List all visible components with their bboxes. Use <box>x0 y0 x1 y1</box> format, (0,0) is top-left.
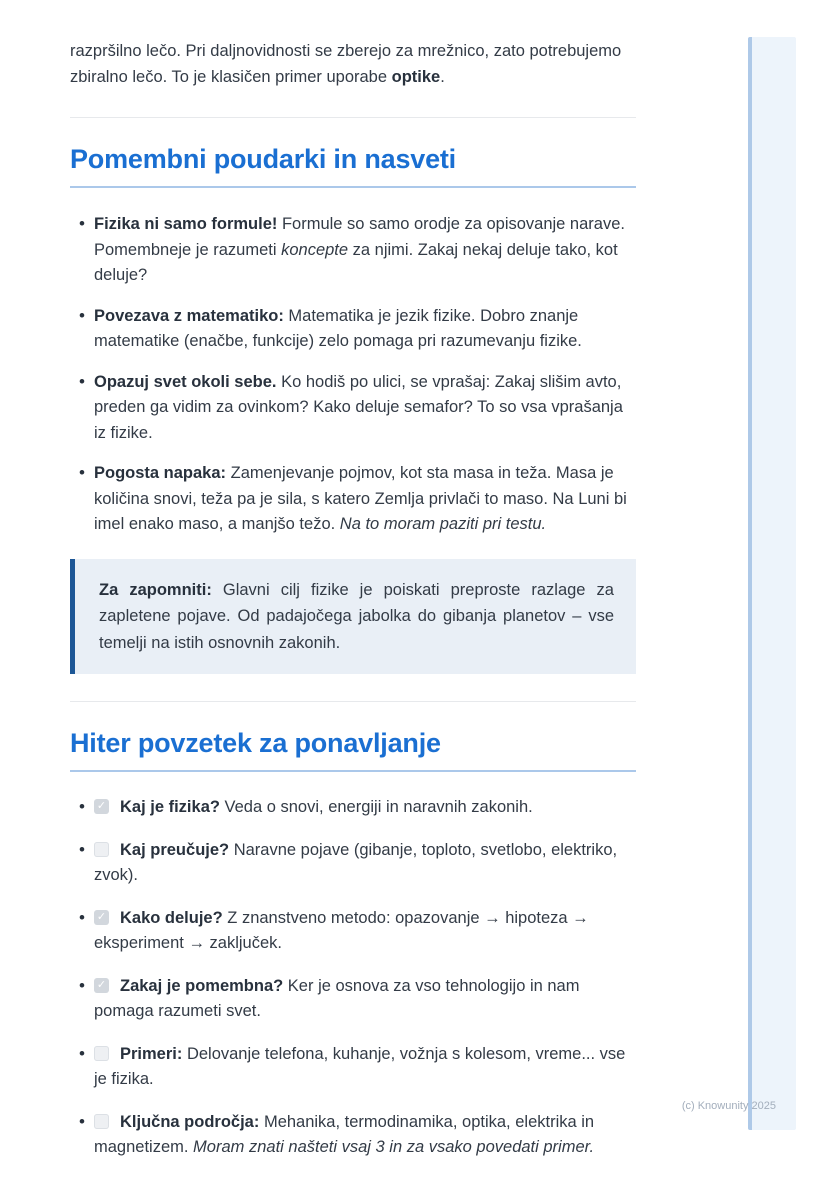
item-text: Zamenjevanje pojmov, kot sta masa in teža. Masa je količina snovi, teža pa je sila, s katero Zemlja privlači to maso. Na Luni bi imel enako maso, a manjšo težo. <box>94 464 627 533</box>
checkbox-icon <box>94 1046 109 1061</box>
checkbox-icon <box>94 1114 109 1129</box>
list-item <box>70 304 636 355</box>
item-lead: Opazuj svet okoli sebe. <box>94 372 277 391</box>
intro-paragraph <box>70 0 636 90</box>
divider <box>70 117 636 118</box>
item-lead: Kako deluje? <box>120 908 223 927</box>
intro-text-end: . <box>440 68 445 86</box>
item-text: Mehanika, termodinamika, optika, elektrika in magnetizem. <box>94 1112 595 1156</box>
item-text: Z znanstveno metodo: opazovanje → hipoteza → eksperiment → zaključek. <box>94 908 589 952</box>
list-item <box>70 461 636 538</box>
item-italic: koncepte <box>281 240 349 259</box>
intro-text: razpršilno lečo. Pri daljnovidnosti se zberejo za mrežnico, zato potrebujemo zbiralno lečo. To je klasičen primer uporabe <box>70 42 622 86</box>
checklist-item <box>70 795 636 821</box>
item-text: za njimi. Zakaj nekaj deluje tako, kot deluje? <box>94 240 618 284</box>
item-text: Matematika je jezik fizike. Dobro znanje matematike (enačbe, funkcije) zelo pomaga pri razumevanju fizike. <box>94 306 582 350</box>
section-title-summary: Hiter povzetek za ponavljanje <box>70 728 636 772</box>
next-page-edge <box>748 37 796 1130</box>
item-text: Ker je osnova za vso tehnologijo in nam pomaga razumeti svet. <box>94 976 580 1020</box>
checklist-item <box>70 1110 636 1161</box>
item-lead: Pogosta napaka: <box>94 464 227 482</box>
intro-bold-term: optike <box>391 68 441 86</box>
section-title-highlights: Pomembni poudarki in nasveti <box>70 144 636 188</box>
copyright-watermark: (c) Knowunity 2025 <box>681 1100 776 1112</box>
callout-text: Glavni cilj fizike je poiskati preproste razlage za zapletene pojave. Od padajočega jabolka do gibanja planetov – vse temelji na istih osnovnih zakonih. <box>99 580 614 652</box>
item-lead: Fizika ni samo formule! <box>94 215 278 233</box>
document-page <box>70 0 636 1178</box>
checkbox-icon <box>94 799 109 814</box>
checkbox-icon <box>94 910 109 925</box>
item-italic: Na to moram paziti pri testu. <box>339 515 547 533</box>
item-lead: Zakaj je pomembna? <box>120 976 284 995</box>
highlights-list <box>70 212 636 538</box>
item-text: Delovanje telefona, kuhanje, vožnja s kolesom, vreme... vse je fizika. <box>94 1044 626 1088</box>
checklist-item <box>70 906 636 957</box>
list-item <box>70 370 636 447</box>
callout-lead: Za zapomniti: <box>99 580 212 599</box>
item-lead: Ključna področja: <box>120 1112 260 1131</box>
item-text: Naravne pojave (gibanje, toploto, svetlobo, elektriko, zvok). <box>94 840 618 884</box>
summary-checklist <box>70 795 636 1161</box>
checkbox-icon <box>94 978 109 993</box>
checklist-item <box>70 1042 636 1093</box>
item-text: Veda o snovi, energiji in naravnih zakonih. <box>219 798 533 816</box>
checklist-item <box>70 974 636 1025</box>
item-lead: Kaj preučuje? <box>120 840 230 859</box>
item-lead: Kaj je fizika? <box>120 798 220 816</box>
callout-box <box>70 559 636 675</box>
checkbox-icon <box>94 842 109 857</box>
checklist-item <box>70 838 636 889</box>
list-item <box>70 212 636 289</box>
item-lead: Povezava z matematiko: <box>94 306 284 325</box>
item-text: Ko hodiš po ulici, se vprašaj: Zakaj slišim avto, preden ga vidim za ovinkom? Kako deluje semafor? To so vsa vprašanja iz fizike. <box>94 372 623 442</box>
item-italic: Moram znati našteti vsaj 3 in za vsako povedati primer. <box>193 1138 595 1156</box>
item-lead: Primeri: <box>120 1044 183 1063</box>
item-text: Formule so samo orodje za opisovanje narave. Pomembneje je razumeti <box>94 215 625 259</box>
divider <box>70 701 636 702</box>
